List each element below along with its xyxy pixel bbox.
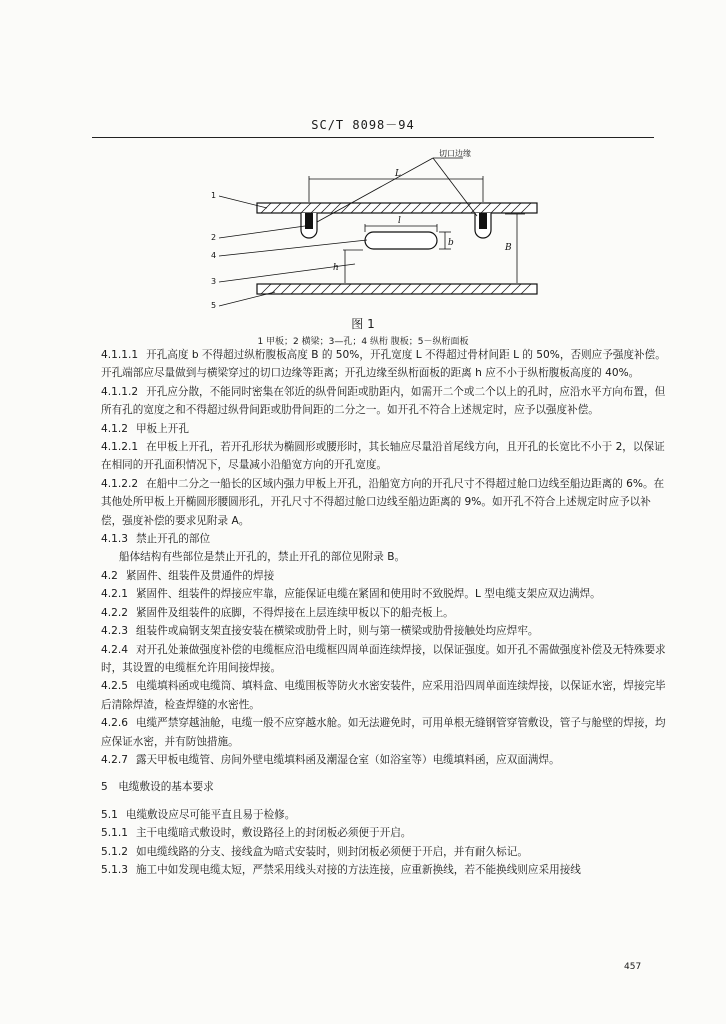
body-text bbox=[101, 346, 667, 879]
marker-1: 1 bbox=[211, 191, 217, 200]
paragraph-4-1-2-1: 4.1.2.1 在甲板上开孔，若开孔形状为椭圆形或腰形时，其长轴应尽量沿首尾线方向，且开孔的长宽比不小于 2，以保证在相同的开孔面积情况下，尽量减小沿船宽方向的开孔宽度。 bbox=[101, 441, 665, 472]
paragraph-4-2-7: 4.2.7 露天甲板电缆管、房间外壁电缆填料函及潮湿仓室（如浴室等）电缆填料函，应双面满焊。 bbox=[101, 753, 560, 766]
paragraph-5-1-2: 5.1.2 如电缆线路的分支、接线盒为暗式安装时，则封闭板必须便于开启，并有耐久标记。 bbox=[101, 845, 528, 858]
paragraph-4-2-4: 4.2.4 对开孔处兼做强度补偿的电缆框应沿电缆框四周单面连续焊接，以保证强度。如开孔不需做强度补偿及无特殊要求时，其设置的电缆框允许用间接焊接。 bbox=[101, 643, 666, 674]
paragraph-4-1-3-body: 船体结构有些部位是禁止开孔的，禁止开孔的部位见附录 B。 bbox=[119, 551, 406, 564]
figure-title: 图 1 bbox=[351, 317, 375, 331]
page-number: 457 bbox=[624, 962, 642, 972]
paragraph-4-2-5: 4.2.5 电缆填料函或电缆筒、填料盒、电缆围板等防火水密安装件，应采用沿四周单面连续焊接，以保证水密，焊接完毕后清除焊渣，检查焊缝的水密性。 bbox=[101, 680, 666, 711]
paragraph-4-2: 4.2 紧固件、组装件及贯通件的焊接 bbox=[101, 569, 275, 582]
label-b: b bbox=[448, 238, 454, 248]
section-gap bbox=[101, 769, 667, 778]
cut-edge-label: 切口边缘 bbox=[439, 149, 471, 158]
header-rule bbox=[92, 137, 654, 138]
marker-3: 3 bbox=[211, 277, 217, 286]
figure-caption: 1 甲板；2 横梁；3—孔；4 纵桁 腹板；5－纵桁面板 bbox=[257, 337, 469, 347]
paragraph-5-1-1: 5.1.1 主干电缆暗式敷设时，敷设路径上的封闭板必须便于开启。 bbox=[101, 827, 412, 840]
paragraph-4-2-3: 4.2.3 组装件或扁钢支架直接安装在横梁或肋骨上时，则与第一横梁或肋骨接触处均应焊牢。 bbox=[101, 625, 539, 638]
paragraph-5-1: 5.1 电缆敷设应尽可能平直且易于检修。 bbox=[101, 808, 296, 821]
paragraph-5-1-3: 5.1.3 施工中如发现电缆太短，严禁采用线头对接的方法连接，应重新换线，若不能换线则应采用接线 bbox=[101, 863, 581, 876]
paragraph-4-1-2-2: 4.1.2.2 在船中二分之一船长的区域内强力甲板上开孔，沿船宽方向的开孔尺寸不得超过舱口边线至船边距离的 6%。在其他处所甲板上开椭圆形腰圆形孔，开孔尺寸不得超过舱口边线至船边距离的 9%。如开孔不符合上述规定时应予以补偿，强度补偿的要求见附录 A。 bbox=[101, 477, 665, 527]
dimension-l bbox=[365, 224, 437, 232]
label-B: B bbox=[505, 243, 512, 253]
beam-section-left bbox=[305, 213, 313, 229]
beam-section-right bbox=[479, 213, 487, 229]
marker-2: 2 bbox=[211, 233, 217, 242]
dimension-h bbox=[343, 250, 363, 283]
label-L: L bbox=[395, 169, 401, 179]
marker-5: 5 bbox=[211, 301, 217, 310]
label-l: l bbox=[398, 216, 401, 226]
paragraph-4-1-1-2: 4.1.1.2 开孔应分散，不能同时密集在邻近的纵骨间距或肋距内，如需开二个或二个以上的孔时，应沿水平方向布置，但所有孔的宽度之和不得超过纵骨间距或肋骨间距的二分之一。如开孔不符合上述规定时，应予以强度补偿。 bbox=[101, 385, 666, 417]
marker-4: 4 bbox=[211, 251, 217, 260]
label-h: h bbox=[333, 263, 339, 273]
deck-plate bbox=[257, 203, 537, 213]
girder-face-plate bbox=[257, 284, 537, 294]
paragraph-4-1-2: 4.1.2 甲板上开孔 bbox=[101, 422, 189, 435]
section-5-heading: 5 电缆敷设的基本要求 bbox=[101, 781, 214, 794]
lightening-hole bbox=[365, 232, 437, 249]
paragraph-4-2-6: 4.2.6 电缆严禁穿越油舱，电缆一般不应穿越水舱。如无法避免时，可用单根无缝钢管穿管敷设，管子与舱壁的焊接，均应保证水密，并有防蚀措施。 bbox=[101, 717, 666, 748]
standard-code-header: SC/T 8098－94 bbox=[311, 118, 415, 132]
paragraph-4-2-2: 4.2.2 紧固件及组装件的底脚，不得焊接在上层连续甲板以下的船壳板上。 bbox=[101, 606, 454, 619]
section-gap bbox=[101, 797, 667, 806]
paragraph-4-2-1: 4.2.1 紧固件、组装件的焊接应牢靠，应能保证电缆在紧固和使用时不致脱焊。L 型电缆支架应双边满焊。 bbox=[101, 588, 601, 601]
paragraph-4-1-3: 4.1.3 禁止开孔的部位 bbox=[101, 533, 211, 546]
figure-1-drawing bbox=[205, 146, 545, 318]
paragraph-4-1-1-1: 4.1.1.1 开孔高度 b 不得超过纵桁腹板高度 B 的 50%，开孔宽度 L 不得超过骨材间距 L 的 50%，否则应予强度补偿。开孔端部应尽量做到与横梁穿过的切口边缘等距离；开孔边缘至纵桁面板的距离 h 应不小于纵桁腹板高度的 40%。 bbox=[101, 349, 666, 380]
